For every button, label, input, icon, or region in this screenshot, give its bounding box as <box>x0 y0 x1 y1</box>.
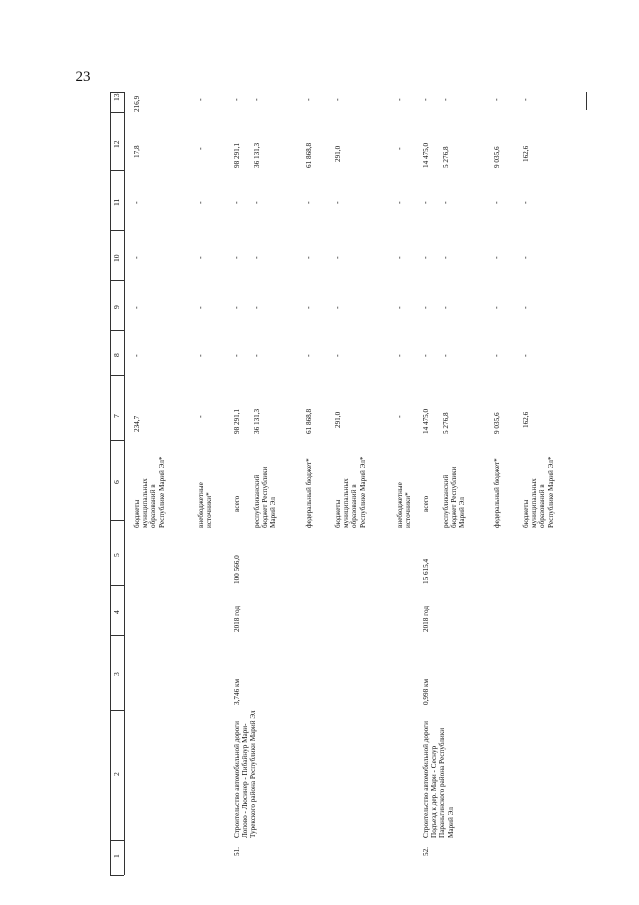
prev-off-col9: - <box>196 306 205 309</box>
table-border-right <box>586 92 587 110</box>
column-header-5: 5 <box>112 553 121 557</box>
row-51-length: 3,746 км <box>233 678 241 705</box>
header-col-sep-10 <box>110 230 124 231</box>
page-number: 23 <box>75 69 91 85</box>
row-51-off-col11: - <box>395 201 404 204</box>
row-51-republic-col7: 36 131,3 <box>253 408 261 434</box>
row-51-republic-col10: - <box>252 256 261 259</box>
row-51-local-col13: - <box>333 98 342 101</box>
column-header-12: 12 <box>112 140 121 148</box>
row-52-source-total: всего <box>422 495 430 512</box>
row-51-federal-col8: - <box>304 354 313 357</box>
row-52-total-col12: 14 475,0 <box>422 142 430 168</box>
row-52-federal-col12: 9 035,6 <box>493 146 501 168</box>
row-51-total-col13: - <box>232 98 241 101</box>
row-52-length: 0,998 км <box>422 678 430 705</box>
row-51-local-col12: 291,0 <box>334 145 342 162</box>
header-col-sep-11 <box>110 170 124 171</box>
prev-off-col7: - <box>196 415 205 418</box>
prev-off-col11: - <box>196 201 205 204</box>
row-52-total-col13: - <box>421 98 430 101</box>
header-col-sep-4 <box>110 585 124 586</box>
prev-off-col8: - <box>196 354 205 357</box>
row-51-total-col8: - <box>232 354 241 357</box>
row-52-local-col9: - <box>521 306 530 309</box>
row-52-federal-col9: - <box>492 306 501 309</box>
row-52-number: 52. <box>422 847 430 856</box>
row-51-republic-col13: - <box>252 98 261 101</box>
row-52-year: 2018 год <box>422 606 430 632</box>
row-52-source-republic: республиканский бюджет Республики Марий Эл <box>442 466 467 528</box>
prev-local-col11: - <box>132 201 141 204</box>
row-52-object-name: Строительство автомобильной дороги Подъезд к дер. Мари - Сеснур Параньгинского района Республики Марий Эл <box>422 721 455 838</box>
row-51-number: 51. <box>233 847 241 856</box>
row-51-source-total: всего <box>233 495 241 512</box>
row-51-federal-col11: - <box>304 201 313 204</box>
row-51-total-col10: - <box>232 256 241 259</box>
row-52-federal-col7: 9 035,6 <box>493 412 501 434</box>
column-header-8: 8 <box>112 353 121 357</box>
row-52-source-federal: федеральный бюджет* <box>493 458 501 528</box>
row-51-off-col10: - <box>395 256 404 259</box>
row-52-local-col11: - <box>521 201 530 204</box>
prev-local-col13: 216,9 <box>133 95 141 112</box>
row-51-local-col9: - <box>333 306 342 309</box>
row-51-local-col7: 291,0 <box>334 411 342 428</box>
table-border-left <box>110 92 111 875</box>
header-col-sep-3 <box>110 635 124 636</box>
row-52-republic-col12: 5 276,8 <box>442 146 450 168</box>
row-52-republic-col7: 5 276,8 <box>442 412 450 434</box>
row-51-object-name: Строительство автомобильной дороги Лопово - Люсинер - Пибайнур Мари-Турекского района Республики Марий Эл <box>233 710 258 838</box>
header-band-divider <box>124 92 125 875</box>
header-col-sep-1 <box>110 840 124 841</box>
prev-local-col7: 234,7 <box>133 415 141 432</box>
prev-local-col12: 17,8 <box>133 145 141 158</box>
header-col-sep-12 <box>110 112 124 113</box>
row-52-republic-col10: - <box>441 256 450 259</box>
column-header-11: 11 <box>112 198 121 206</box>
row-52-federal-col8: - <box>492 354 501 357</box>
header-col-sep-2 <box>110 710 124 711</box>
column-header-6: 6 <box>112 480 121 484</box>
row-52-local-col8: - <box>521 354 530 357</box>
row-51-total-col12: 98 291,1 <box>233 142 241 168</box>
column-header-2: 2 <box>112 772 121 776</box>
row-52-total-col9: - <box>421 306 430 309</box>
row-51-off-col8: - <box>395 354 404 357</box>
row-52-total-col7: 14 475,0 <box>422 408 430 434</box>
row-51-total-col9: - <box>232 306 241 309</box>
header-col-sep-7 <box>110 375 124 376</box>
row-52-republic-col13: - <box>441 98 450 101</box>
row-51-source-republic: республиканский бюджет Республики Марий Эл <box>253 466 278 528</box>
row-51-federal-col12: 61 868,8 <box>305 142 313 168</box>
row-51-local-col10: - <box>333 256 342 259</box>
row-51-total-col11: - <box>232 201 241 204</box>
prev-local-col9: - <box>132 306 141 309</box>
row-52-cost: 15 615,4 <box>422 558 430 584</box>
row-52-federal-col11: - <box>492 201 501 204</box>
prev-local-col8: - <box>132 354 141 357</box>
row-52-local-col12: 162,6 <box>522 145 530 162</box>
column-header-9: 9 <box>112 305 121 309</box>
row-51-off-col9: - <box>395 306 404 309</box>
row-51-local-col8: - <box>333 354 342 357</box>
column-header-4: 4 <box>112 610 121 614</box>
row-51-source-local: бюджеты муниципальных образований в Республике Марий Эл* <box>334 456 367 528</box>
header-col-sep-8 <box>110 330 124 331</box>
row-51-total-col7: 98 291,1 <box>233 408 241 434</box>
row-52-total-col10: - <box>421 256 430 259</box>
column-header-3: 3 <box>112 672 121 676</box>
prev-off-col10: - <box>196 256 205 259</box>
row-51-local-col11: - <box>333 201 342 204</box>
column-header-7: 7 <box>112 414 121 418</box>
header-col-sep-5 <box>110 520 124 521</box>
prev-source-offbudget: внебюджетные источники* <box>197 482 214 528</box>
row-51-federal-col9: - <box>304 306 313 309</box>
row-52-source-local: бюджеты муниципальных образований в Республике Марий Эл* <box>522 456 555 528</box>
row-52-federal-col13: - <box>492 98 501 101</box>
column-header-13: 13 <box>112 93 121 101</box>
row-52-total-col8: - <box>421 354 430 357</box>
row-52-republic-col9: - <box>441 306 450 309</box>
row-52-federal-col10: - <box>492 256 501 259</box>
column-header-1: 1 <box>112 854 121 858</box>
prev-local-col10: - <box>132 256 141 259</box>
prev-source-local-budget: бюджеты муниципальных образований в Республике Марий Эл* <box>133 456 166 528</box>
prev-off-col13: - <box>196 98 205 101</box>
column-header-10: 10 <box>112 254 121 262</box>
row-52-local-col7: 162,6 <box>522 411 530 428</box>
row-51-source-offbudget: внебюджетные источники* <box>396 482 413 528</box>
row-52-republic-col8: - <box>441 354 450 357</box>
row-51-republic-col9: - <box>252 306 261 309</box>
row-51-republic-col8: - <box>252 354 261 357</box>
row-51-federal-col7: 61 868,8 <box>305 408 313 434</box>
header-col-sep-6 <box>110 440 124 441</box>
row-51-cost: 100 566,0 <box>233 555 241 584</box>
row-52-local-col13: - <box>521 98 530 101</box>
row-51-federal-col10: - <box>304 256 313 259</box>
row-51-republic-col12: 36 131,3 <box>253 142 261 168</box>
row-51-source-federal: федеральный бюджет* <box>305 458 313 528</box>
row-51-republic-col11: - <box>252 201 261 204</box>
row-52-total-col11: - <box>421 201 430 204</box>
prev-off-col12: - <box>196 147 205 150</box>
row-51-off-col12: - <box>395 147 404 150</box>
row-51-off-col7: - <box>395 415 404 418</box>
row-51-off-col13: - <box>395 98 404 101</box>
row-51-year: 2018 год <box>233 606 241 632</box>
header-bottom-rule <box>110 875 124 876</box>
header-col-sep-9 <box>110 280 124 281</box>
row-52-local-col10: - <box>521 256 530 259</box>
row-52-republic-col11: - <box>441 201 450 204</box>
row-51-federal-col13: - <box>304 98 313 101</box>
